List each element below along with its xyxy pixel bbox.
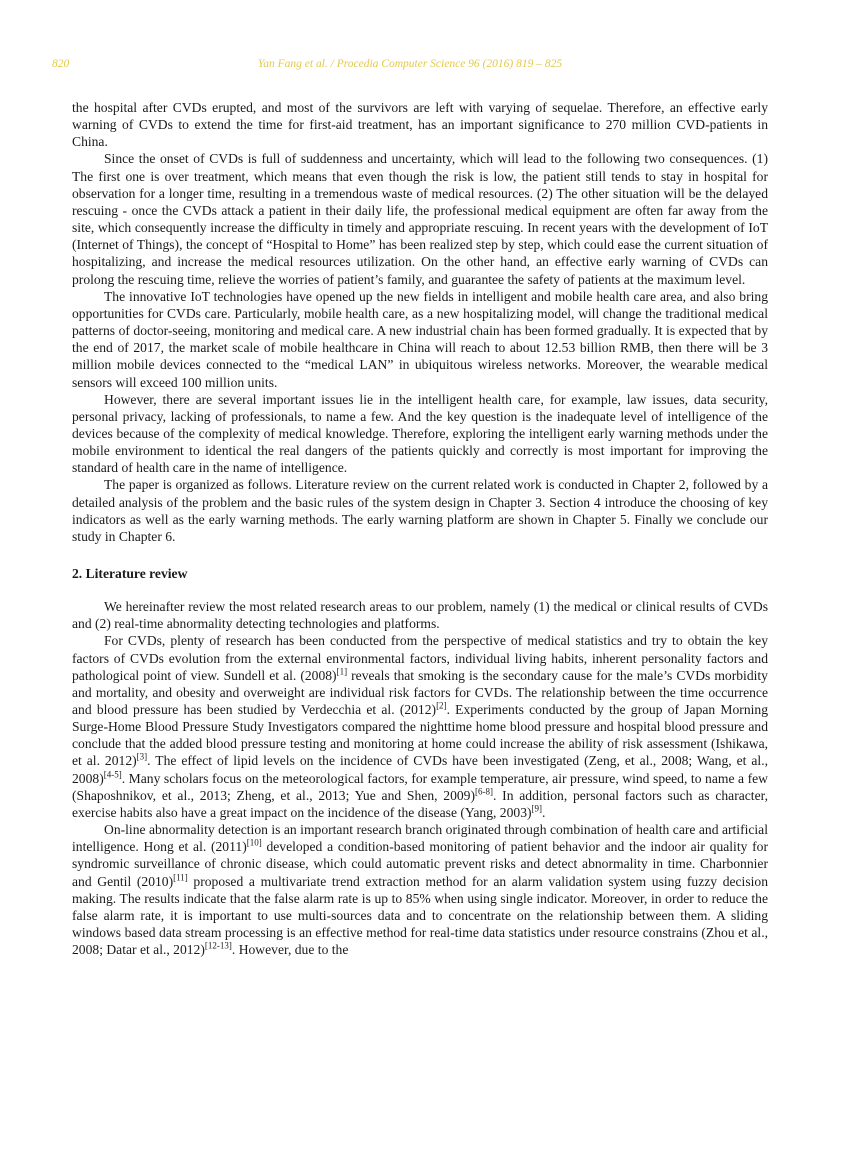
text-run: . Experiments conducted by the group of Japan Morning Surge-Home Blood Pressure Study Investigators compared the nighttime home blood pressure and hospital blood pressure and conclude that the added blood pressure testing and monitoring at home could increase the ability of risk assessment (Ishikawa, et al. 2012) [72, 702, 769, 769]
paragraph-abnormality-detection [72, 821, 768, 958]
citation: [3] [136, 751, 148, 762]
journal-reference: Yan Fang et al. / Procedia Computer Science 96 (2016) 819 – 825 [257, 58, 563, 70]
paragraph-issues: However, there are several important issues lie in the intelligent health care, for example, law issues, data security, personal privacy, lacking of professionals, to name a few. And the key question is the inadequate level of intelligence of the devices because of the complexity of medical knowledge. Therefore, exploring the intelligent early warning methods under the mobile environment to identical the real dangers of the patients quickly and correctly is most important for improving the standard of health care in the name of intelligence. [72, 391, 768, 476]
text-run: . Many scholars focus on the meteorological factors, for example temperature, air pressure, wind speed, to name a few (Shaposhnikov, et al., 2013; Zheng, et al., 2013; Yue and Shen, 2009) [72, 770, 768, 803]
text-run: . However, due to the [231, 942, 349, 958]
citation: [6-8] [475, 786, 493, 797]
citation: [10] [246, 837, 262, 848]
text-run: On-line abnormality detection is an important research branch originated through combination of health care and artificial intelligence. Hong et al. (2011) [72, 822, 768, 855]
paragraph-continuation: the hospital after CVDs erupted, and most of the survivors are left with varying of sequelae. Therefore, an effective early warning of CVDs to extend the time for first-aid treatment, has an important significance to 270 million CVD-patients in China. [72, 100, 768, 150]
text-run: developed a condition-based monitoring of patient behavior and the indoor air quality for syndromic surveillance of chronic disease, which could automatic prevent risks and detect abnormality in time. Charbonnier and Gentil (2010) [72, 839, 769, 889]
paragraph-consequences: Since the onset of CVDs is full of suddenness and uncertainty, which will lead to the following two consequences. (1) The first one is over treatment, which means that even though the risk is low, the patient still tends to stay in hospital for observation for a longer time, resulting in a tremendous waste of medical resources. (2) The other situation will be the delayed rescuing - once the CVDs attack a patient in their daily life, the professional medical equipment are often far away from the site, which consequently increase the difficulty in timely and appropriate rescuing. In recent years with the development of IoT (Internet of Things), the concept of “Hospital to Home” has been realized step by step, which could ease the current situation of hospitalizing, and increase the medical resources utilization. On the other hand, an effective early warning of CVDs can prolong the rescuing time, relieve the worries of patient’s family, and guarantee the safety of patients at the maximum level. [72, 151, 768, 287]
text-run: . [542, 804, 546, 820]
section-heading: 2. Literature review [72, 566, 188, 582]
citation: [1] [336, 666, 348, 677]
text-run: . In addition, personal factors such as character, exercise habits also have a great impact on the incidence of the disease (Yang, 2003) [72, 787, 768, 820]
article-body [72, 99, 768, 958]
text-run: . The effect of lipid levels on the incidence of CVDs have been investigated (Zeng, et al., 2008; Wang, et al., 2008) [72, 753, 768, 786]
page-number: 820 [52, 58, 70, 70]
citation: [4-5] [103, 769, 122, 780]
citation: [2] [436, 700, 447, 711]
paragraph-review-intro: We hereinafter review the most related research areas to our problem, namely (1) the medical or clinical results of CVDs and (2) real-time abnormality detecting technologies and platforms. [72, 599, 768, 632]
citation: [12-13] [204, 940, 232, 951]
paragraph-cvd-research [72, 632, 768, 821]
citation: [11] [173, 872, 188, 883]
citation: [9] [531, 803, 543, 814]
paragraph-organization: The paper is organized as follows. Literature review on the current related work is conducted in Chapter 2, followed by a detailed analysis of the problem and the basic rules of the system design in Chapter 3. Section 4 introduce the choosing of key indicators as well as the early warning methods. The early warning platform are shown in Chapter 5. Finally we conclude our study in Chapter 6. [72, 477, 768, 544]
text-run: For CVDs, plenty of research has been conducted from the perspective of medical statistics and try to obtain the key factors of CVDs evolution from the external environmental factors, individual living habits, inherent personality factors and pathological point of view. Sundell et al. (2008) [72, 633, 768, 683]
paragraph-iot: The innovative IoT technologies have opened up the new fields in intelligent and mobile health care area, and also bring opportunities for CVDs care. Particularly, mobile health care, as a new hospitalizing model, will change the traditional medical patterns of doctor-seeing, monitoring and medical care. A new industrial chain has been formed gradually. It is expected that by the end of 2017, the market scale of mobile healthcare in China will reach to about 12.53 billion RMB, then there will be 3 million mobile devices connected to the “medical LAN” in ubiquitous wireless networks. Moreover, the wearable medical sensors will exceed 100 million units. [72, 288, 768, 390]
text-run: proposed a multivariate trend extraction method for an alarm validation system using fuzzy decision making. The results indicate that the false alarm rate is up to 85% when using single indicator. Moreover, in order to reduce the false alarm rate, it is important to use multi-sources data and to concentrate on the relationship between them. A sliding windows based data stream processing is an effective method for real-time data statistics under resource constrains (Zhou et al., 2008; Datar et al., 2012) [72, 873, 768, 958]
text-run: reveals that smoking is the secondary cause for the male’s CVDs morbidity and mortality, and obesity and overweight are individual risk factors for CVDs. The relationship between the time occurrence and blood pressure has been studied by Verdecchia et al. (2012) [72, 667, 768, 717]
running-header [52, 58, 768, 74]
